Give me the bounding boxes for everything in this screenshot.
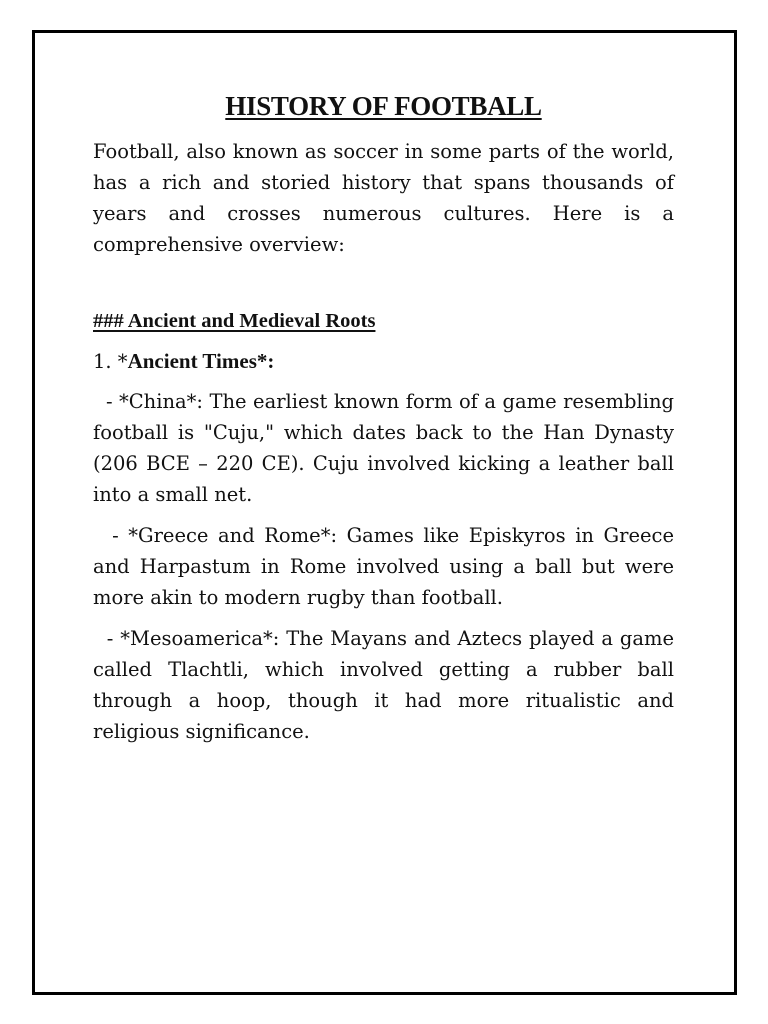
list-item-number: 1. * bbox=[93, 350, 128, 373]
bullet-china: - *China*: The earliest known form of a game resembling football is "Cuju," which dates back to the Han Dynasty (206 BCE – 220 CE). Cuju involved kicking a leather ball into a small net. bbox=[93, 390, 681, 506]
bullet-mesoamerica: - *Mesoamerica*: The Mayans and Aztecs played a game called Tlachtli, which involved getting a rubber ball through a hoop, though it had more ritualistic and religious significance. bbox=[93, 627, 681, 743]
intro-paragraph: Football, also known as soccer in some parts of the world, has a rich and storied history that spans thousands of years and crosses numerous cultures. Here is a comprehensive overview: bbox=[93, 140, 674, 256]
document-title: HISTORY OF FOOTBALL bbox=[225, 91, 542, 121]
section-heading: ### Ancient and Medieval Roots bbox=[93, 310, 376, 332]
list-item-label: Ancient Times*: bbox=[127, 349, 275, 373]
list-item-ancient-times bbox=[93, 346, 674, 377]
document-body bbox=[93, 88, 681, 757]
bullet-greece-rome: - *Greece and Rome*: Games like Episkyros in Greece and Harpastum in Rome involved using a ball but were more akin to modern rugby than football. bbox=[93, 524, 681, 609]
